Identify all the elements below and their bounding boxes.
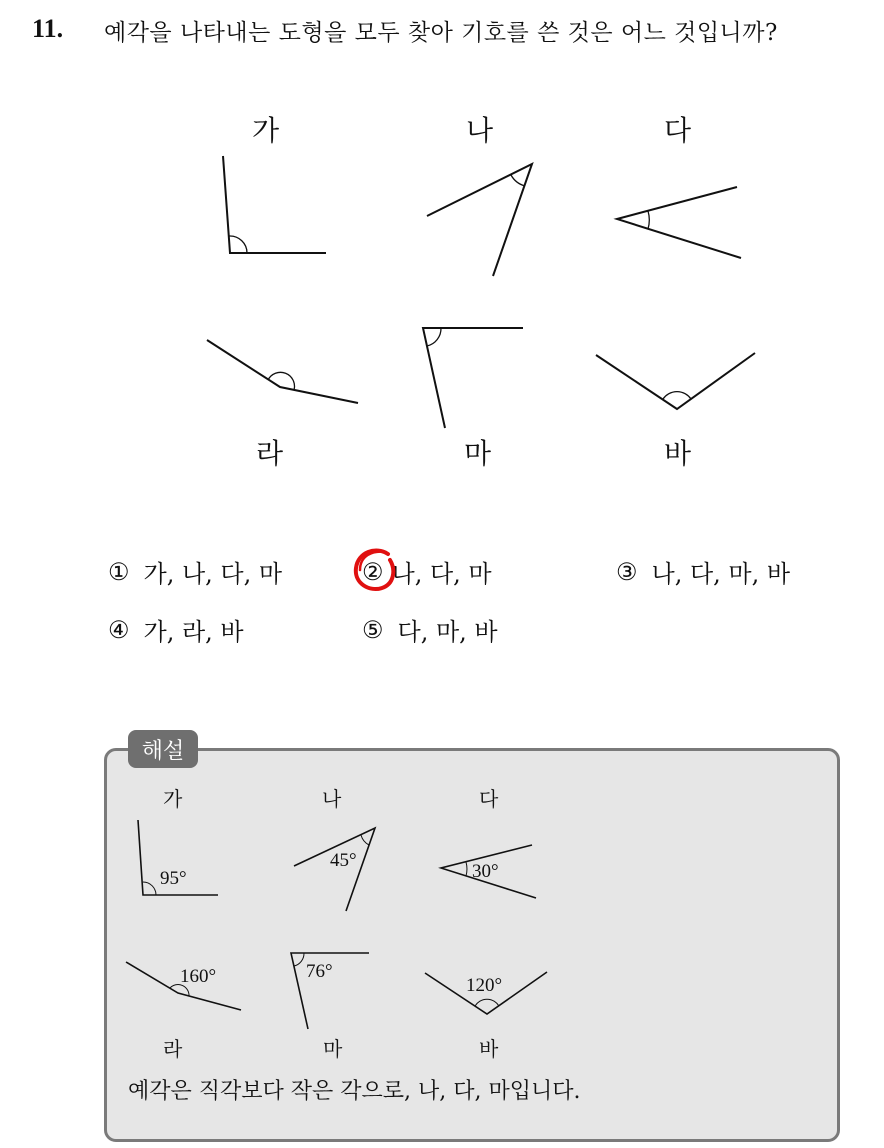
solution-angle-da-arc (466, 862, 467, 876)
solution-label-da: 다 (479, 787, 499, 811)
choice-4-text: 가, 라, 바 (143, 618, 244, 646)
solution-angle-na-arc (361, 835, 369, 845)
solution-angle-ma-value: 76° (306, 961, 333, 982)
solution-angle-ma-arc (294, 953, 304, 966)
solution-angle-ba-arc (475, 999, 499, 1006)
choice-4-number: ④ (108, 615, 130, 644)
solution-angle-ga-value: 95° (160, 868, 187, 889)
figure-label-ga: 가 (252, 114, 280, 147)
figure-label-ra: 라 (256, 437, 284, 470)
solution-label-na: 나 (322, 787, 342, 811)
solution-angle-ba-value: 120° (466, 975, 503, 996)
choice-1-text: 가, 나, 다, 마 (143, 560, 283, 588)
figure-label-da: 다 (664, 114, 692, 147)
question-text: 예각을 나타내는 도형을 모두 찾아 기호를 쓴 것은 어느 것입니까? (104, 20, 778, 46)
choice-3-text: 나, 다, 마, 바 (651, 560, 791, 588)
solution-label-ba: 바 (479, 1037, 499, 1061)
figure-label-na: 나 (466, 114, 494, 147)
choice-2-text: 나, 다, 마 (391, 560, 492, 588)
solution-angle-da-value: 30° (472, 861, 499, 882)
solution-label-ma: 마 (323, 1037, 343, 1061)
solution-angle-ga-arc (143, 882, 156, 895)
solution-angle-na-value: 45° (330, 850, 357, 871)
choice-3-number: ③ (616, 557, 638, 586)
choice-2-number: ② (362, 557, 384, 586)
figure-label-ma: 마 (464, 437, 492, 470)
choice-1-number: ① (108, 557, 130, 586)
choice-5-text: 다, 마, 바 (397, 618, 498, 646)
solution-label-ra: 라 (163, 1037, 183, 1061)
solution-angle-ra-value: 160° (180, 966, 217, 987)
solution-text: 예각은 직각보다 작은 각으로, 나, 다, 마입니다. (128, 1079, 581, 1104)
solution-tag: 해설 (128, 730, 198, 768)
choice-5-number: ⑤ (362, 615, 384, 644)
question-number: 11. (32, 14, 64, 43)
solution-label-ga: 가 (163, 787, 183, 811)
figure-label-ba: 바 (664, 437, 692, 470)
